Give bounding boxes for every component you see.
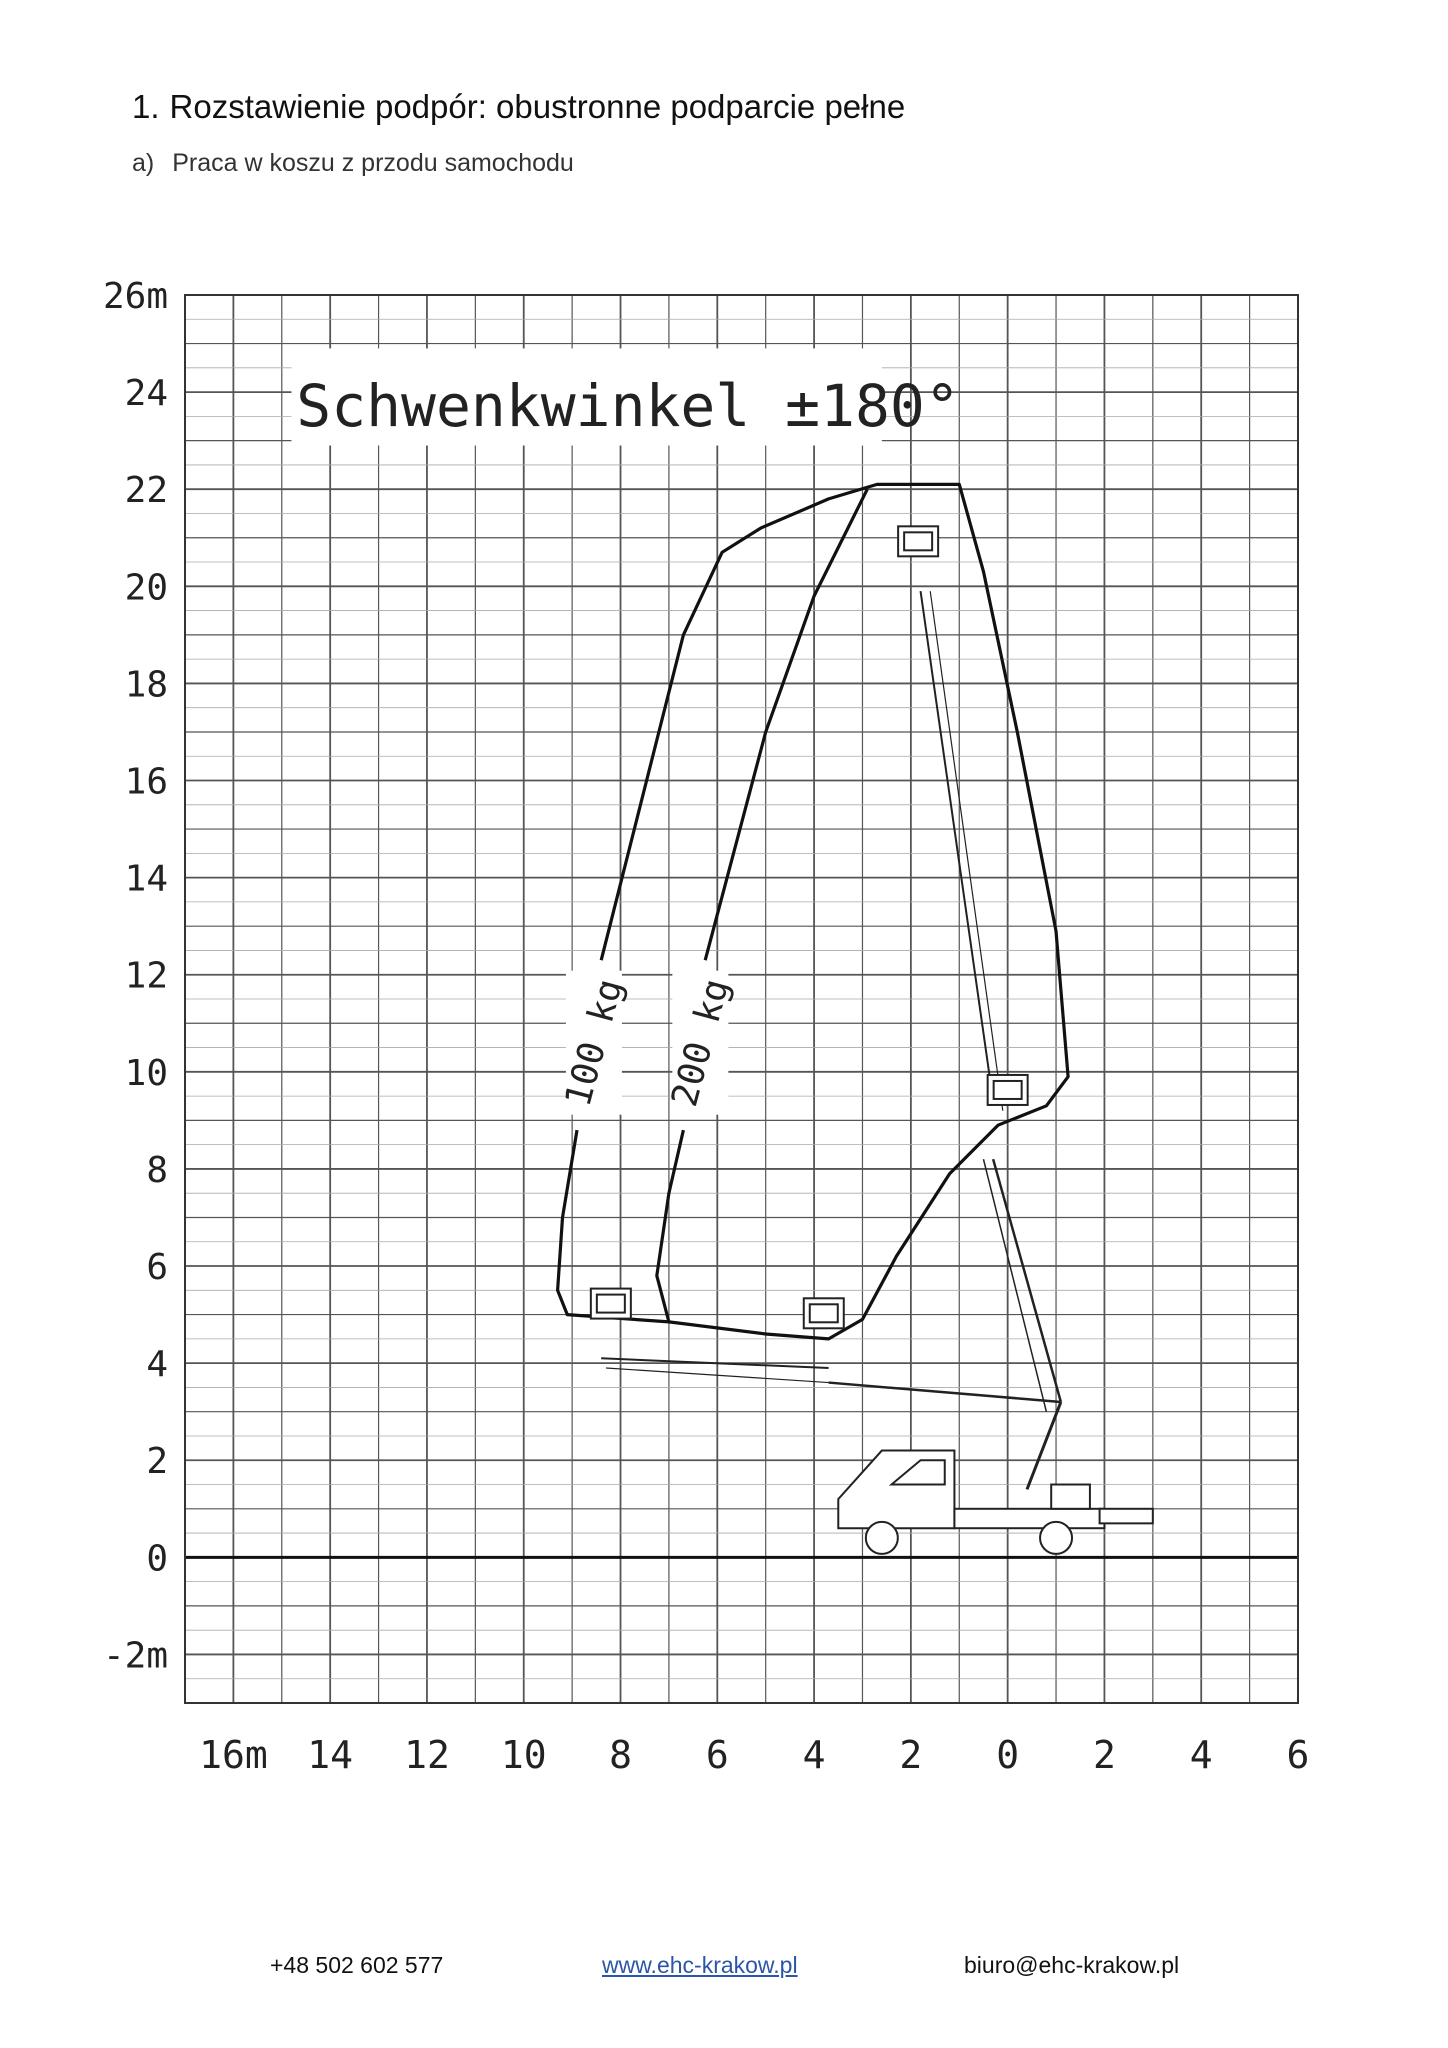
grid bbox=[185, 295, 1298, 1703]
x-tick-label: 6 bbox=[1286, 1733, 1310, 1777]
chart-title: Schwenkwinkel ±180° bbox=[296, 372, 960, 441]
turret-base bbox=[1051, 1485, 1090, 1509]
y-tick-label: 22 bbox=[124, 470, 168, 512]
y-tick-label: 8 bbox=[146, 1149, 168, 1191]
y-tick-label: 16 bbox=[124, 761, 168, 803]
upper-boom-horizontal bbox=[829, 1383, 1061, 1402]
truck-bed bbox=[954, 1509, 1104, 1528]
y-tick-label: 0 bbox=[146, 1538, 168, 1580]
curve-label: 200 kg bbox=[664, 974, 738, 1111]
x-tick-label: 0 bbox=[996, 1733, 1020, 1777]
footer-website-link[interactable]: www.ehc-krakow.pl bbox=[602, 1952, 798, 1978]
y-tick-label: -2m bbox=[102, 1635, 168, 1677]
x-tick-label: 8 bbox=[609, 1733, 632, 1777]
truck-illustration bbox=[838, 1451, 1153, 1554]
y-tick-label: 20 bbox=[124, 567, 168, 609]
truck-wheel-rear bbox=[1040, 1522, 1072, 1554]
x-tick-label: 10 bbox=[500, 1733, 547, 1777]
boom-illustration bbox=[591, 526, 1061, 1489]
y-tick-label: 14 bbox=[124, 858, 168, 900]
y-tick-label: 26m bbox=[102, 276, 168, 317]
upper-boom-vertical bbox=[921, 591, 994, 1101]
x-tick-label: 2 bbox=[899, 1733, 923, 1777]
section-number: 1. bbox=[132, 88, 160, 125]
y-tick-label: 24 bbox=[124, 373, 168, 415]
section-title: Rozstawienie podpór: obustronne podparcie pełne bbox=[169, 88, 906, 125]
y-tick-label: 4 bbox=[146, 1344, 168, 1386]
main-boom-edge bbox=[983, 1159, 1046, 1411]
curve-label: 100 kg bbox=[557, 974, 632, 1111]
upper-boom-vertical-edge bbox=[930, 591, 1003, 1111]
truck-rear-outrigger bbox=[1100, 1509, 1153, 1524]
x-tick-label: 4 bbox=[802, 1733, 826, 1777]
x-tick-label: 4 bbox=[1189, 1733, 1213, 1777]
x-tick-label: 6 bbox=[705, 1733, 729, 1777]
y-tick-label: 10 bbox=[124, 1052, 168, 1094]
main-boom bbox=[993, 1159, 1061, 1402]
y-tick-label: 12 bbox=[124, 955, 168, 997]
y-tick-label: 6 bbox=[146, 1247, 168, 1289]
x-tick-label: 2 bbox=[1092, 1733, 1116, 1777]
series-line-2 bbox=[657, 489, 868, 1322]
x-tick-label: 14 bbox=[307, 1733, 354, 1777]
y-tick-label: 2 bbox=[146, 1441, 168, 1483]
subsection-number: a) bbox=[132, 149, 155, 177]
x-tick-label: 12 bbox=[404, 1733, 450, 1777]
footer-phone: +48 502 602 577 bbox=[270, 1952, 444, 1978]
series-line-1 bbox=[558, 484, 1069, 1339]
truck-cab bbox=[838, 1451, 954, 1529]
truck-wheel-front bbox=[866, 1522, 898, 1554]
y-tick-label: 18 bbox=[124, 664, 168, 706]
footer-email: biuro@ehc-krakow.pl bbox=[964, 1952, 1180, 1978]
subsection-title: Praca w koszu z przodu samochodu bbox=[172, 149, 574, 177]
x-tick-label: 16m bbox=[199, 1733, 268, 1777]
